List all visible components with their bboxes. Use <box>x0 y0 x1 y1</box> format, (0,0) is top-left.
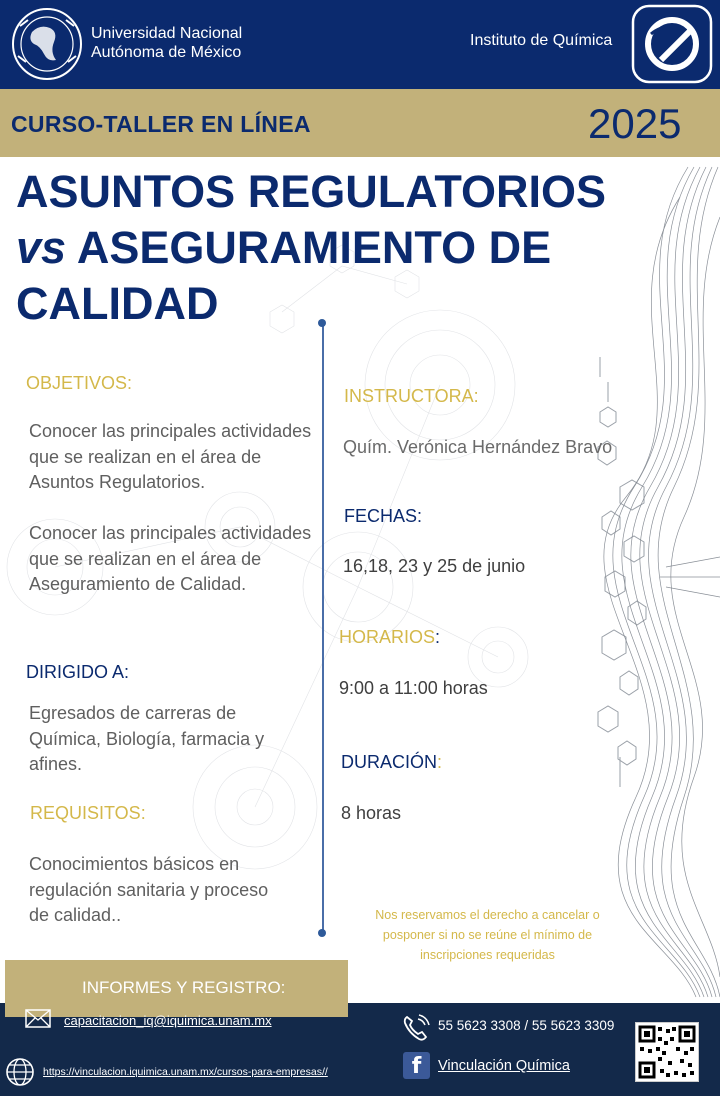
unam-seal-logo <box>10 6 84 82</box>
duracion-heading-colon: : <box>437 752 443 772</box>
title-line-2 <box>16 220 636 276</box>
objetivo-1: Conocer las principales actividades que se realizan en el área de Asuntos Regulatorios. <box>29 421 312 492</box>
divider-dot-bottom <box>318 929 326 937</box>
duracion-text: 8 horas <box>341 803 402 823</box>
mail-icon <box>25 1009 51 1028</box>
globe-icon <box>5 1057 35 1087</box>
qr-code <box>635 1022 699 1082</box>
university-line-1: Universidad Nacional <box>91 25 243 42</box>
facebook-link[interactable]: Vinculación Química <box>438 1058 570 1074</box>
cancellation-disclaimer: Nos reservamos el derecho a cancelar o posponer si no se reúne el mínimo de inscripciones requeridas <box>375 908 600 962</box>
fechas-heading: FECHAS: <box>344 506 423 526</box>
dirigido-heading: DIRIGIDO A: <box>26 662 130 682</box>
course-type-label: CURSO-TALLER EN LÍNEA <box>11 111 311 137</box>
instituto-quimica-logo <box>631 4 713 84</box>
objetivos-heading: OBJETIVOS: <box>26 373 133 393</box>
title-line-1: ASUNTOS REGULATORIOS <box>16 166 607 217</box>
dirigido-text: Egresados de carreras de Química, Biología, farmacia y afines. <box>29 703 265 774</box>
requisitos-heading: REQUISITOS: <box>30 803 146 823</box>
email-link[interactable]: capacitacion_iq@iquimica.unam.mx <box>64 1013 272 1028</box>
requisitos-text: Conocimientos básicos en regulación sanitaria y proceso de calidad.. <box>29 854 269 925</box>
instructora-name: Quím. Verónica Hernández Bravo <box>343 437 613 457</box>
horarios-heading-label: HORARIOS <box>339 627 436 647</box>
instructora-heading: INSTRUCTORA: <box>344 386 479 406</box>
column-divider <box>322 323 324 934</box>
website-link[interactable]: https://vinculacion.iquimica.unam.mx/cursos-para-empresas// <box>43 1066 328 1078</box>
title-vs: vs <box>16 222 67 273</box>
phone-icon <box>401 1013 431 1043</box>
registration-title: INFORMES Y REGISTRO: <box>82 978 286 997</box>
facebook-icon[interactable]: f <box>403 1052 430 1079</box>
university-name <box>91 24 242 62</box>
duracion-heading-label: DURACIÓN <box>341 752 438 772</box>
horarios-heading <box>339 627 440 648</box>
title-line-2-rest: ASEGURAMIENTO DE <box>66 222 552 273</box>
title-line-3: CALIDAD <box>16 278 219 329</box>
divider-dot-top <box>318 319 326 327</box>
course-year: 2025 <box>588 100 682 147</box>
fechas-text: 16,18, 23 y 25 de junio <box>343 556 526 576</box>
objetivo-2: Conocer las principales actividades que se realizan en el área de Aseguramiento de Calidad. <box>29 523 312 594</box>
horarios-heading-colon: : <box>435 627 441 647</box>
course-title <box>16 164 636 332</box>
university-line-2: Autónoma de México <box>91 44 242 61</box>
institute-name: Instituto de Química <box>470 32 613 49</box>
duracion-heading <box>341 752 442 773</box>
phone-numbers: 55 5623 3308 / 55 5623 3309 <box>438 1018 615 1033</box>
horarios-text: 9:00 a 11:00 horas <box>339 678 488 698</box>
